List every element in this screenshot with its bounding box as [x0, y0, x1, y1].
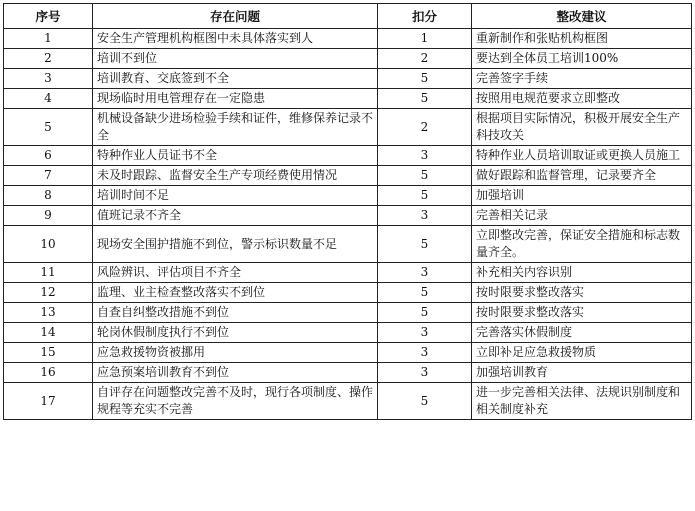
table-row — [4, 146, 692, 166]
row-issue: 安全生产管理机构框图中未具体落实到人 — [93, 29, 378, 49]
row-deduct: 3 — [378, 263, 472, 283]
row-suggestion: 加强培训 — [472, 186, 692, 206]
row-suggestion: 按时限要求整改落实 — [472, 283, 692, 303]
row-deduct: 5 — [378, 283, 472, 303]
table-row — [4, 226, 692, 263]
row-suggestion: 加强培训教育 — [472, 363, 692, 383]
row-suggestion: 完善签字手续 — [472, 69, 692, 89]
row-no: 3 — [4, 69, 93, 89]
row-no: 9 — [4, 206, 93, 226]
row-issue: 未及时跟踪、监督安全生产专项经费使用情况 — [93, 166, 378, 186]
row-issue: 特种作业人员证书不全 — [93, 146, 378, 166]
row-no: 1 — [4, 29, 93, 49]
table-row — [4, 343, 692, 363]
row-issue: 轮岗休假制度执行不到位 — [93, 323, 378, 343]
row-suggestion: 特种作业人员培训取证或更换人员施工 — [472, 146, 692, 166]
row-suggestion: 要达到全体员工培训100% — [472, 49, 692, 69]
row-suggestion: 完善落实休假制度 — [472, 323, 692, 343]
table-row — [4, 323, 692, 343]
row-no: 7 — [4, 166, 93, 186]
row-issue: 培训不到位 — [93, 49, 378, 69]
header-deduct: 扣分 — [378, 4, 472, 29]
row-suggestion: 根据项目实际情况，积极开展安全生产科技攻关 — [472, 109, 692, 146]
table-row — [4, 109, 692, 146]
row-deduct: 5 — [378, 186, 472, 206]
row-issue: 培训教育、交底签到不全 — [93, 69, 378, 89]
row-deduct: 3 — [378, 146, 472, 166]
row-deduct: 2 — [378, 109, 472, 146]
row-issue: 机械设备缺少进场检验手续和证件，维修保养记录不全 — [93, 109, 378, 146]
row-suggestion: 立即整改完善，保证安全措施和标志数量齐全。 — [472, 226, 692, 263]
row-issue: 现场安全围护措施不到位，警示标识数量不足 — [93, 226, 378, 263]
row-deduct: 5 — [378, 383, 472, 420]
row-deduct: 5 — [378, 303, 472, 323]
row-issue: 监理、业主检查整改落实不到位 — [93, 283, 378, 303]
row-no: 10 — [4, 226, 93, 263]
table-row — [4, 383, 692, 420]
row-no: 6 — [4, 146, 93, 166]
row-deduct: 3 — [378, 206, 472, 226]
table-header-row — [4, 4, 692, 29]
table-row — [4, 29, 692, 49]
row-deduct: 1 — [378, 29, 472, 49]
row-issue: 值班记录不齐全 — [93, 206, 378, 226]
row-suggestion: 按时限要求整改落实 — [472, 303, 692, 323]
row-no: 4 — [4, 89, 93, 109]
row-deduct: 5 — [378, 226, 472, 263]
row-deduct: 3 — [378, 343, 472, 363]
row-no: 14 — [4, 323, 93, 343]
table-row — [4, 69, 692, 89]
row-no: 11 — [4, 263, 93, 283]
table-row — [4, 363, 692, 383]
header-no: 序号 — [4, 4, 93, 29]
row-no: 16 — [4, 363, 93, 383]
table-row — [4, 166, 692, 186]
row-suggestion: 立即补足应急救援物质 — [472, 343, 692, 363]
header-suggestion: 整改建议 — [472, 4, 692, 29]
rectification-table — [3, 3, 692, 420]
row-no: 13 — [4, 303, 93, 323]
table-row — [4, 283, 692, 303]
row-suggestion: 补充相关内容识别 — [472, 263, 692, 283]
table-row — [4, 303, 692, 323]
table-row — [4, 89, 692, 109]
row-suggestion: 重新制作和张贴机构框图 — [472, 29, 692, 49]
row-no: 5 — [4, 109, 93, 146]
row-deduct: 3 — [378, 323, 472, 343]
row-deduct: 5 — [378, 69, 472, 89]
row-no: 12 — [4, 283, 93, 303]
row-issue: 应急预案培训教育不到位 — [93, 363, 378, 383]
header-issue: 存在问题 — [93, 4, 378, 29]
row-suggestion: 进一步完善相关法律、法规识别制度和相关制度补充 — [472, 383, 692, 420]
row-no: 15 — [4, 343, 93, 363]
row-issue: 自查自纠整改措施不到位 — [93, 303, 378, 323]
row-deduct: 5 — [378, 89, 472, 109]
row-no: 2 — [4, 49, 93, 69]
row-no: 17 — [4, 383, 93, 420]
row-issue: 培训时间不足 — [93, 186, 378, 206]
row-deduct: 2 — [378, 49, 472, 69]
row-issue: 应急救援物资被挪用 — [93, 343, 378, 363]
row-no: 8 — [4, 186, 93, 206]
table-row — [4, 206, 692, 226]
row-suggestion: 做好跟踪和监督管理，记录要齐全 — [472, 166, 692, 186]
row-deduct: 3 — [378, 363, 472, 383]
table-row — [4, 263, 692, 283]
row-issue: 风险辨识、评估项目不齐全 — [93, 263, 378, 283]
row-issue: 现场临时用电管理存在一定隐患 — [93, 89, 378, 109]
row-suggestion: 按照用电规范要求立即整改 — [472, 89, 692, 109]
row-issue: 自评存在问题整改完善不及时，现行各项制度、操作规程等充实不完善 — [93, 383, 378, 420]
table-row — [4, 186, 692, 206]
row-suggestion: 完善相关记录 — [472, 206, 692, 226]
table-row — [4, 49, 692, 69]
row-deduct: 5 — [378, 166, 472, 186]
